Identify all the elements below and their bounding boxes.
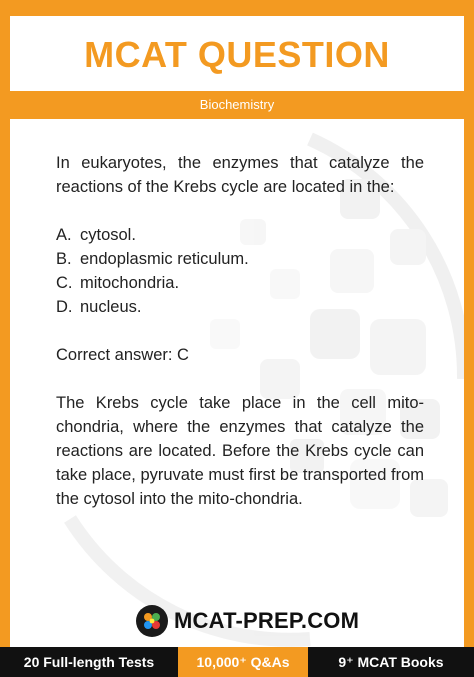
footer-bar — [0, 647, 474, 677]
option-b — [56, 247, 424, 271]
option-text: endoplasmic reticulum. — [80, 250, 249, 268]
option-text: mitochondria. — [80, 274, 180, 292]
footer-qas: 10,000⁺ Q&As — [178, 647, 308, 677]
option-letter: D. — [56, 298, 73, 316]
correct-answer: Correct answer: C — [56, 346, 189, 364]
option-letter: A. — [56, 226, 72, 244]
option-a — [56, 223, 424, 247]
subject-label: Biochemistry — [199, 97, 275, 112]
option-c — [56, 271, 424, 295]
top-accent-bar — [0, 0, 474, 16]
option-text: nucleus. — [80, 298, 142, 316]
option-letter: B. — [56, 250, 72, 268]
answer-explanation: The Krebs cycle take place in the cell mito-chondria, where the enzymes that catalyze the reactions are located. Before the Krebs cycle can take place, pyruvate must first be transported from the cytosol into the mito-chondria. — [56, 394, 424, 508]
footer-books: 9⁺ MCAT Books — [338, 654, 444, 670]
option-letter: C. — [56, 274, 73, 292]
option-text: cytosol. — [80, 226, 136, 244]
option-d — [56, 295, 424, 319]
subject-bar — [0, 91, 474, 119]
footer-tests: 20 Full-length Tests — [23, 654, 155, 670]
brand-logo[interactable] — [136, 604, 359, 638]
brand-name: MCAT-PREP.COM — [174, 608, 360, 633]
question-text-block — [56, 151, 424, 511]
question-stem: In eukaryotes, the enzymes that catalyze the reactions of the Krebs cycle are located in the: — [56, 154, 424, 196]
page-title: MCAT QUESTION — [84, 34, 390, 75]
question-card — [10, 119, 464, 647]
brain-logo-icon — [136, 605, 168, 637]
